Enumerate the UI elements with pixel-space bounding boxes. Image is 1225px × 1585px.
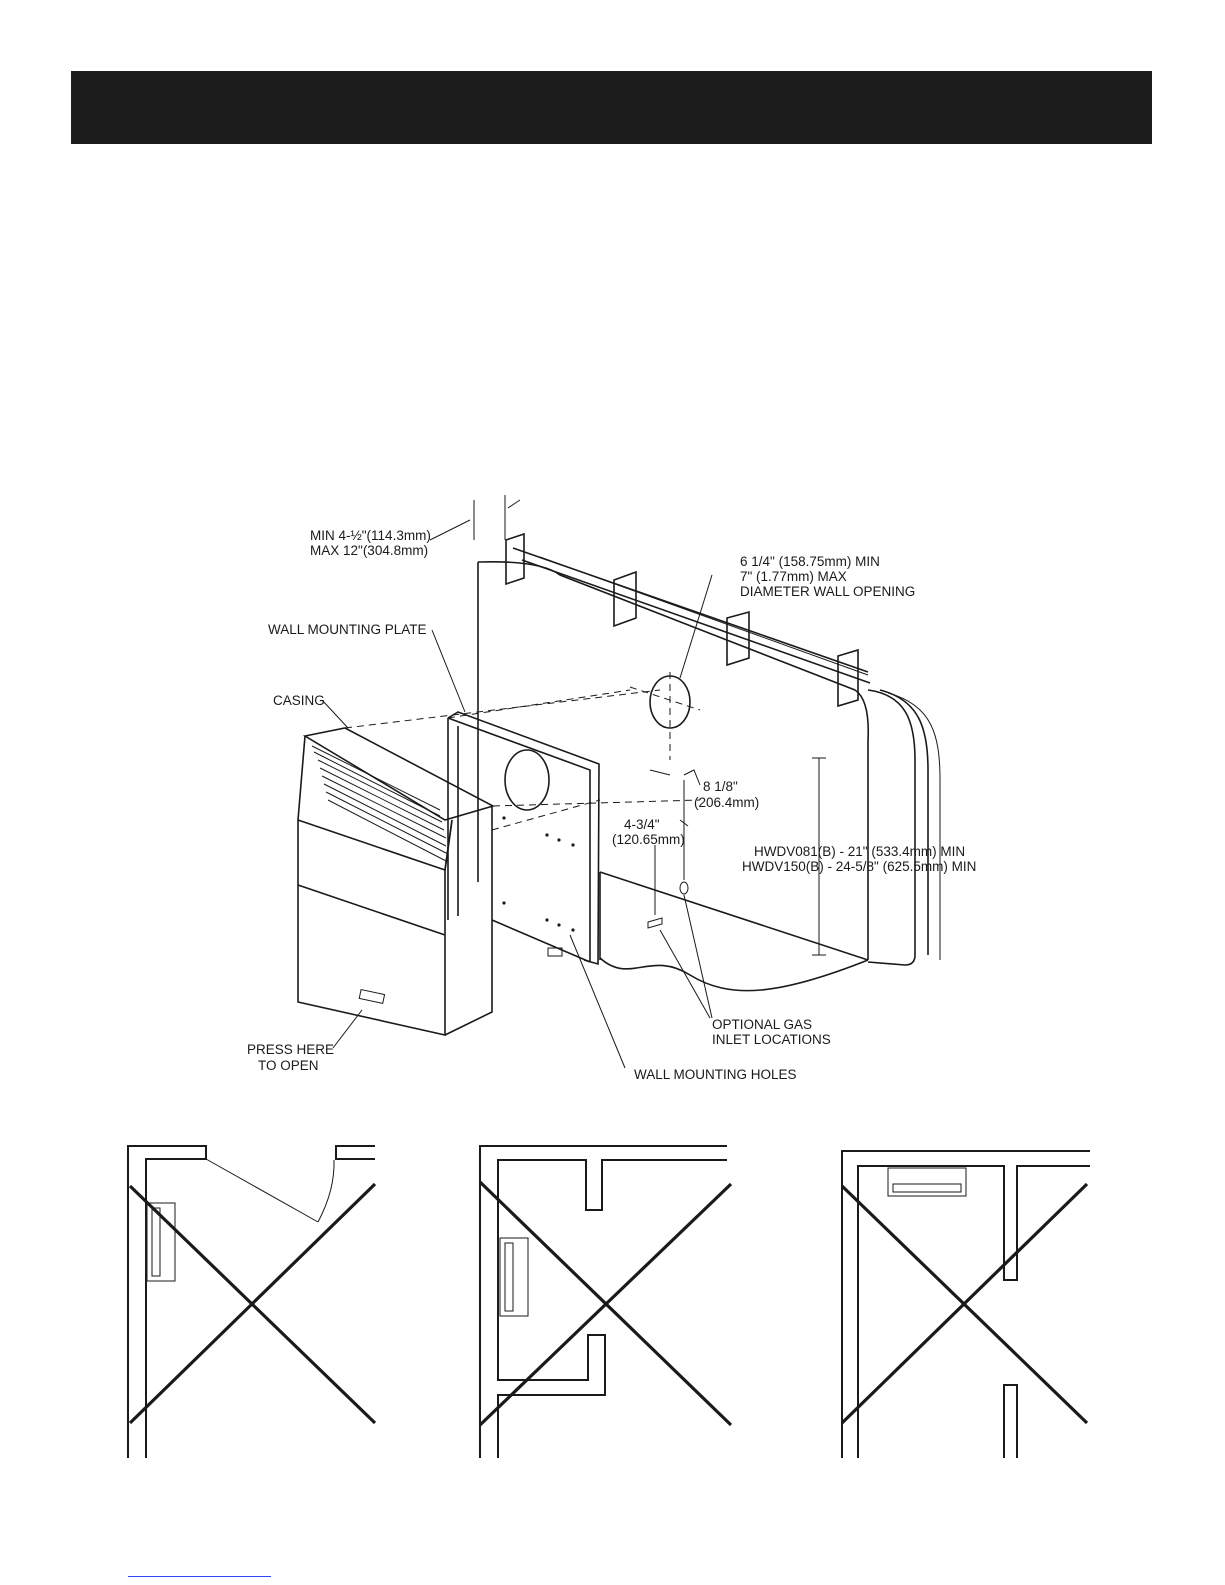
label-to-open: TO OPEN: [258, 1058, 319, 1073]
label-opening-desc: DIAMETER WALL OPENING: [740, 584, 916, 599]
label-opening-min: 6 1/4" (158.75mm) MIN: [740, 554, 880, 569]
label-offset-4-3-4-mm: (120.65mm): [612, 832, 685, 847]
label-wall-thickness-min: MIN 4-½"(114.3mm): [310, 528, 431, 543]
grille-slots: [312, 746, 448, 862]
label-inlet-locations: INLET LOCATIONS: [712, 1032, 831, 1047]
label-wall-mounting-holes: WALL MOUNTING HOLES: [634, 1067, 797, 1082]
label-offset-8-1-8: 8 1/8": [703, 779, 738, 794]
label-wall-mounting-plate: WALL MOUNTING PLATE: [268, 622, 427, 637]
label-offset-4-3-4: 4-3/4": [624, 817, 660, 832]
label-opening-max: 7" (1.77mm) MAX: [740, 569, 847, 584]
label-optional-gas: OPTIONAL GAS: [712, 1017, 813, 1032]
wall-mounting-plate: [448, 712, 599, 964]
label-height-hwdv150: HWDV150(B) - 24-5/8" (625.5mm) MIN: [742, 859, 977, 874]
incorrect-location-3: [842, 1151, 1090, 1458]
incorrect-location-2: [480, 1146, 731, 1458]
heater-casing: [298, 728, 493, 1035]
label-press-here: PRESS HERE: [247, 1042, 335, 1057]
wall-section: [478, 534, 940, 991]
footer-link-underline[interactable]: [128, 1576, 271, 1577]
heater-icon: [500, 1238, 528, 1316]
label-offset-8-1-8-mm: (206.4mm): [694, 795, 760, 810]
label-height-hwdv081: HWDV081(B) - 21" (533.4mm) MIN: [754, 844, 966, 859]
label-casing: CASING: [273, 693, 325, 708]
label-wall-thickness-max: MAX 12"(304.8mm): [310, 543, 429, 558]
incorrect-location-1: [128, 1146, 375, 1458]
